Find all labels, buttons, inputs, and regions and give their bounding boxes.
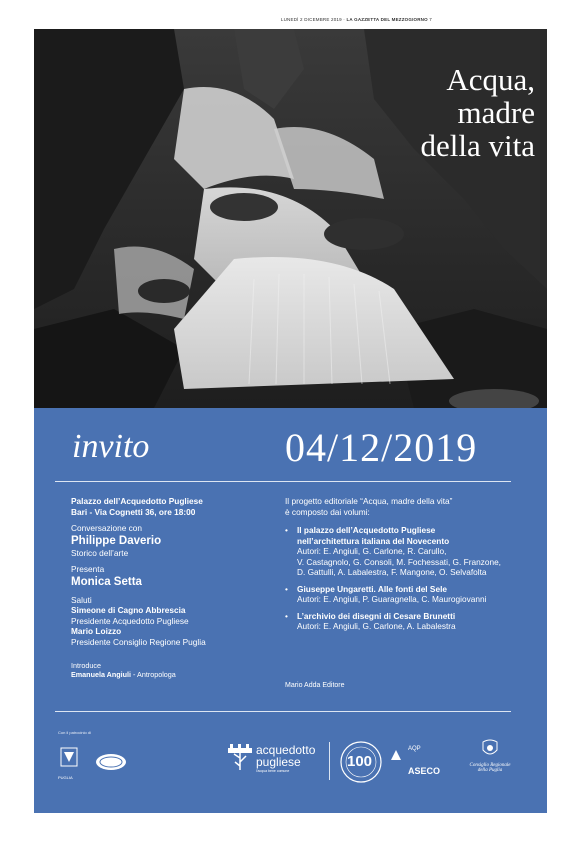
puglia-emblem-icon: [58, 746, 80, 776]
introduce-name: Emanuela Angiuli: [71, 670, 132, 679]
volume2-title: • Giuseppe Ungaretti. Alle fonti del Sele: [297, 583, 447, 594]
anniversary-badge: [339, 740, 383, 789]
consiglio-label-2: della Puglia: [477, 768, 503, 773]
newspaper-masthead: LUNEDÌ 2 DICEMBRE 2019 · LA GAZZETTA DEL MEZZOGIORNO 7: [280, 17, 432, 22]
top-divider: [55, 481, 511, 482]
project-intro-1: Il progetto editoriale “Acqua, madre della vita”: [285, 496, 453, 506]
regione-puglia-logo: [58, 746, 80, 780]
title-line-3: della vita: [420, 128, 535, 163]
volume-item: [285, 525, 525, 578]
masthead-paper: LA GAZZETTA DEL MEZZOGIORNO: [346, 17, 428, 22]
introduce-label: Introduce: [71, 661, 101, 670]
aqp-wordmark: [256, 744, 315, 774]
masthead-date: LUNEDÌ 2 DICEMBRE 2019: [280, 17, 342, 22]
event-date: 04/12/2019: [285, 425, 478, 470]
conversation-label: Conversazione con: [71, 523, 143, 533]
conversation-name: Philippe Daverio: [71, 534, 162, 547]
title-line-1: Acqua,: [446, 62, 535, 97]
puglia-label: PUGLIA: [58, 775, 73, 780]
greetings-label: Saluti: [71, 594, 92, 605]
partner-oval-logo: [94, 752, 128, 777]
poster-title: [421, 63, 535, 162]
project-intro-2: è composto dai volumi:: [285, 506, 370, 517]
greeting2-name: Mario Loizzo: [71, 626, 122, 636]
consiglio-label: [469, 763, 511, 773]
triangle-logo: [390, 748, 402, 766]
volume1-title-2: nell’architettura italiana del Novecento: [297, 535, 450, 546]
volumes-list: [285, 496, 525, 638]
presenter-label: Presenta: [71, 564, 105, 574]
presenter-name: Monica Setta: [71, 575, 142, 588]
invitation-panel: [34, 408, 547, 813]
aqp-tree-icon: [226, 744, 254, 772]
aqp-name-2: pugliese: [256, 755, 301, 769]
volume1-authors-2: V. Castagnolo, G. Consoli, M. Fochessati, G. Franzone,: [297, 556, 501, 567]
patronage-label: Con il patrocinio di: [58, 730, 91, 735]
title-line-2: madre: [457, 95, 535, 130]
consiglio-label-1: Consiglio Regionale: [469, 763, 511, 768]
volume1-authors-3: D. Gattulli, A. Labalestra, F. Mangone, O. Selvafolta: [297, 567, 487, 577]
greeting1-role: Presidente Acquedotto Pugliese: [71, 615, 189, 626]
aqp-tagline: l’acqua bene comune: [256, 769, 290, 773]
oval-badge-icon: [94, 752, 128, 772]
consiglio-regionale-logo: [481, 738, 499, 765]
volume3-title: • L’archivio dei disegni di Cesare Brunetti: [297, 610, 456, 621]
crest-icon: [481, 738, 499, 760]
volume-item: [285, 611, 525, 632]
greeting2-role: Presidente Consiglio Regione Puglia: [71, 636, 206, 647]
volume-item: [285, 584, 525, 605]
volume3-authors: Autori: E. Angiuli, G. Carlone, A. Labalestra: [297, 621, 456, 631]
introduce-role: - Antropologa: [131, 670, 176, 679]
venue-name: Palazzo dell’Acquedotto Pugliese: [71, 496, 203, 506]
acquedotto-pugliese-logo: [226, 744, 254, 777]
publisher: Mario Adda Editore: [285, 682, 345, 689]
volume1-title-1: • Il palazzo dell’Acquedotto Pugliese: [297, 525, 436, 535]
invito-heading: invito: [72, 428, 150, 465]
volume2-authors: Autori: E. Angiuli, P. Guaragnella, C. Maurogiovanni: [297, 594, 487, 604]
masthead-page: 7: [429, 17, 432, 22]
conversation-role: Storico dell’arte: [71, 547, 129, 558]
venue-address: Bari - Via Cognetti 36, ore 18:00: [71, 506, 196, 517]
aseco-logo: ASECO: [408, 766, 441, 776]
sponsor-logos: [34, 716, 547, 806]
event-details: [71, 496, 281, 679]
triangle-icon: [390, 749, 402, 761]
logo-separator: [329, 742, 330, 780]
anniversary-number: 100: [347, 753, 373, 770]
bottom-divider: [55, 711, 511, 712]
waterfall-photo: [34, 29, 547, 408]
aqp-name-1: acquedotto: [256, 743, 316, 757]
aqp-small-logo: AQP: [408, 746, 421, 752]
greeting1-name: Simeone di Cagno Abbrescia: [71, 605, 186, 615]
volume1-authors-1: Autori: E. Angiuli, G. Carlone, R. Carullo,: [297, 546, 447, 556]
